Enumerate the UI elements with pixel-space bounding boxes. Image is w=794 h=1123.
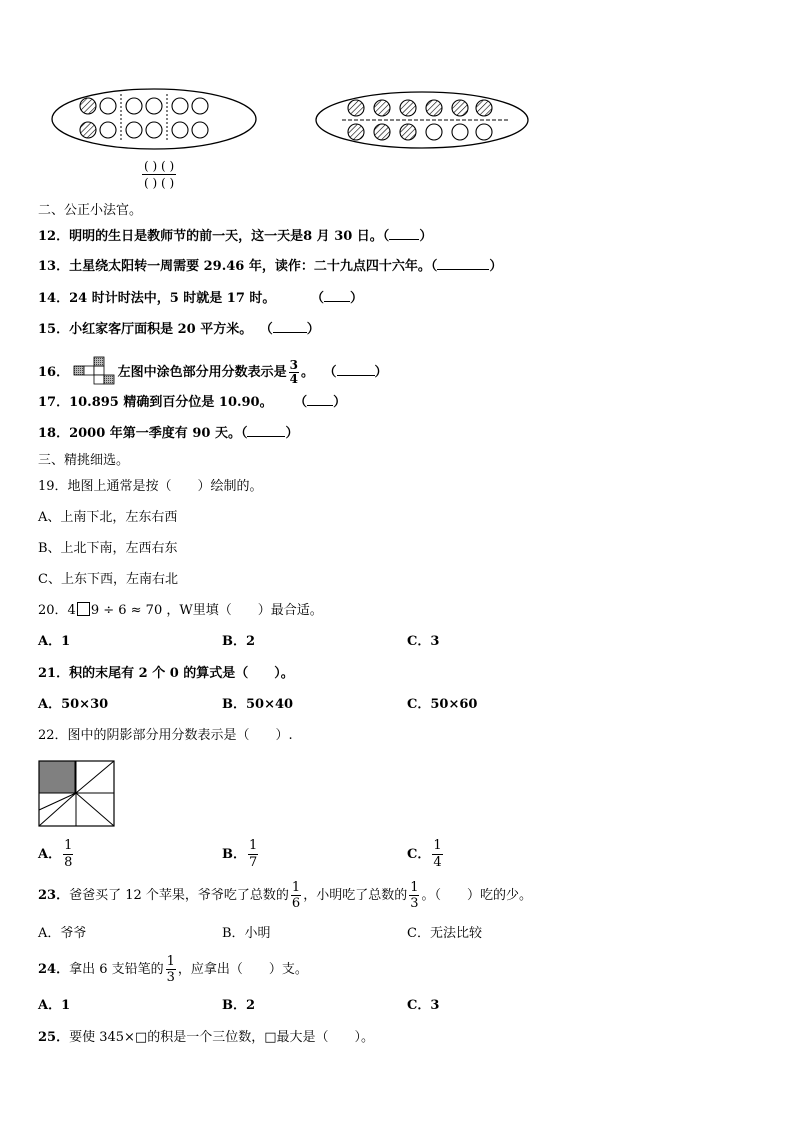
answer-blank[interactable] xyxy=(389,239,419,240)
question-number: 13． xyxy=(38,259,70,274)
fraction xyxy=(63,838,73,871)
option-label: C． xyxy=(407,847,431,862)
question-number: 17． xyxy=(38,395,70,410)
grid-shape-icon xyxy=(72,356,118,386)
fraction-numerator: 1 xyxy=(166,954,175,969)
fraction-denominator: 3 xyxy=(166,970,175,985)
question-number: 24． xyxy=(38,962,70,977)
q20-option-c[interactable]: C．3 xyxy=(407,634,440,649)
question-text: 土星绕太阳转一周需要 29.46 年，读作：二十九点四十六年。（ xyxy=(69,259,438,274)
fraction-denominator: 8 xyxy=(64,855,73,870)
bracket-close: ） xyxy=(285,426,299,441)
question-number: 25． xyxy=(38,1030,70,1045)
fraction-placeholder xyxy=(142,158,176,191)
section3-title: 三、精挑细选。 xyxy=(38,453,130,468)
question-text: 地图上通常是按（ ）绘制的。 xyxy=(67,479,263,494)
question-text: 10.895 精确到百分位是 10.90。 xyxy=(69,395,273,410)
q20-option-a[interactable]: A．1 xyxy=(38,634,71,649)
question-25 xyxy=(38,1029,374,1047)
question-text: 拿出 6 支铅笔的 xyxy=(69,962,164,977)
question-13 xyxy=(38,258,502,276)
fraction-placeholder-den: ( ) ( ) xyxy=(144,176,175,190)
fraction-denominator: 3 xyxy=(410,896,419,911)
question-15 xyxy=(38,321,320,339)
fraction-numerator: 1 xyxy=(249,838,258,853)
question-text: 要使 345×□的积是一个三位数，□最大是（ ）。 xyxy=(69,1030,374,1045)
fraction-numerator: 1 xyxy=(291,880,301,895)
question-text: 。（ ）吃的少。 xyxy=(421,888,532,903)
fraction-one-sixth xyxy=(291,880,301,911)
question-number: 20． xyxy=(38,603,68,618)
option-label: A． xyxy=(38,847,62,862)
question-text: 2000 年第一季度有 90 天。（ xyxy=(69,426,248,441)
period: 。 xyxy=(301,365,315,380)
question-text: ，小明吃了总数的 xyxy=(303,888,408,903)
fraction-numerator: 1 xyxy=(64,838,73,853)
bracket-close: ） xyxy=(333,395,347,410)
fraction-denominator: 7 xyxy=(249,855,258,870)
question-number: 15． xyxy=(38,322,70,337)
q22-option-b[interactable] xyxy=(222,838,260,871)
bracket-open: （ xyxy=(266,322,273,337)
q21-option-a[interactable]: A．50×30 xyxy=(38,697,109,712)
q21-option-b[interactable]: B．50×40 xyxy=(222,697,294,712)
fraction xyxy=(432,838,442,871)
option-label: B． xyxy=(222,847,246,862)
q23-option-b[interactable]: B．小明 xyxy=(222,926,271,941)
bracket-close: ） xyxy=(489,259,503,274)
question-text: 左图中涂色部分用分数表示是 xyxy=(117,365,287,380)
question-23 xyxy=(38,880,532,912)
section2-title: 二、公正小法官。 xyxy=(38,203,143,218)
question-22 xyxy=(38,727,293,745)
question-21 xyxy=(38,665,294,683)
question-number: 23． xyxy=(38,888,70,903)
q19-option-c[interactable]: C、上东下西，左南右北 xyxy=(38,572,178,587)
question-12 xyxy=(38,228,432,246)
question-number: 18． xyxy=(38,426,70,441)
question-14 xyxy=(38,290,363,308)
question-text: 24 时计时法中，5 时就是 17 时。 xyxy=(69,291,276,306)
answer-blank[interactable] xyxy=(247,436,285,437)
question-18 xyxy=(38,425,298,443)
expression-prefix: 4 xyxy=(67,603,76,618)
question-number: 19． xyxy=(38,479,68,494)
question-text: ，应拿出（ ）支。 xyxy=(177,962,308,977)
circles-figure-right xyxy=(312,90,538,152)
answer-blank[interactable] xyxy=(324,301,350,302)
fraction-numerator: 3 xyxy=(289,358,298,372)
question-number: 14． xyxy=(38,291,70,306)
q24-option-b[interactable]: B．2 xyxy=(222,998,256,1013)
question-number: 12． xyxy=(38,229,70,244)
q22-option-c[interactable] xyxy=(407,838,445,871)
question-24 xyxy=(38,954,308,986)
q19-option-a[interactable]: A、上南下北，左东右西 xyxy=(38,510,178,525)
circles-figure-left xyxy=(48,86,260,152)
question-number: 21． xyxy=(38,666,70,681)
answer-blank[interactable] xyxy=(337,375,375,376)
q23-option-a[interactable]: A．爷爷 xyxy=(38,926,87,941)
question-text: 积的末尾有 2 个 0 的算式是（ ）。 xyxy=(69,666,294,681)
question-19 xyxy=(38,478,263,496)
q24-option-c[interactable]: C．3 xyxy=(407,998,440,1013)
bracket-open: （ xyxy=(300,395,308,410)
answer-blank[interactable] xyxy=(437,269,489,270)
fraction-numerator: 1 xyxy=(410,880,419,895)
fraction-denominator: 6 xyxy=(291,896,301,911)
question-text: 爸爸买了 12 个苹果，爷爷吃了总数的 xyxy=(69,888,289,903)
fraction-one-third xyxy=(166,954,176,985)
question-text: 小红家客厅面积是 20 平方米。 xyxy=(69,322,253,337)
question-16 xyxy=(38,356,388,386)
answer-blank[interactable] xyxy=(273,332,307,333)
fraction-placeholder-num: ( ) ( ) xyxy=(144,159,175,173)
fraction-denominator: 4 xyxy=(433,855,442,870)
digit-box xyxy=(77,602,90,616)
bracket-close: ） xyxy=(374,365,388,380)
square-division-figure xyxy=(38,760,116,828)
fraction-one-third xyxy=(409,880,419,911)
q21-option-c[interactable]: C．50×60 xyxy=(407,697,478,712)
fraction-denominator: 4 xyxy=(289,372,298,386)
q22-option-a[interactable] xyxy=(38,838,75,871)
fraction xyxy=(248,838,258,871)
bracket-open: （ xyxy=(330,365,337,380)
answer-blank[interactable] xyxy=(307,405,333,406)
bracket-close: ） xyxy=(306,322,320,337)
bracket-close: ） xyxy=(419,229,433,244)
question-20 xyxy=(38,602,323,620)
q19-option-b[interactable]: B、上北下南，左西右东 xyxy=(38,541,178,556)
question-text: 9 ÷ 6 ≈ 70 ，W里填（ ）最合适。 xyxy=(90,603,323,618)
question-number: 16． xyxy=(38,365,70,380)
question-text: 明明的生日是教师节的前一天，这一天是8 月 30 日。（ xyxy=(69,229,390,244)
question-17 xyxy=(38,394,346,412)
q24-option-a[interactable]: A．1 xyxy=(38,998,71,1013)
q20-option-b[interactable]: B．2 xyxy=(222,634,256,649)
bracket-open: （ xyxy=(317,291,324,306)
q23-option-c[interactable]: C．无法比较 xyxy=(407,926,482,941)
fraction-three-quarters xyxy=(289,359,299,386)
bracket-close: ） xyxy=(349,291,363,306)
question-number: 22． xyxy=(38,728,68,743)
fraction-numerator: 1 xyxy=(433,838,442,853)
question-text: 图中的阴影部分用分数表示是（ ）. xyxy=(67,728,293,743)
